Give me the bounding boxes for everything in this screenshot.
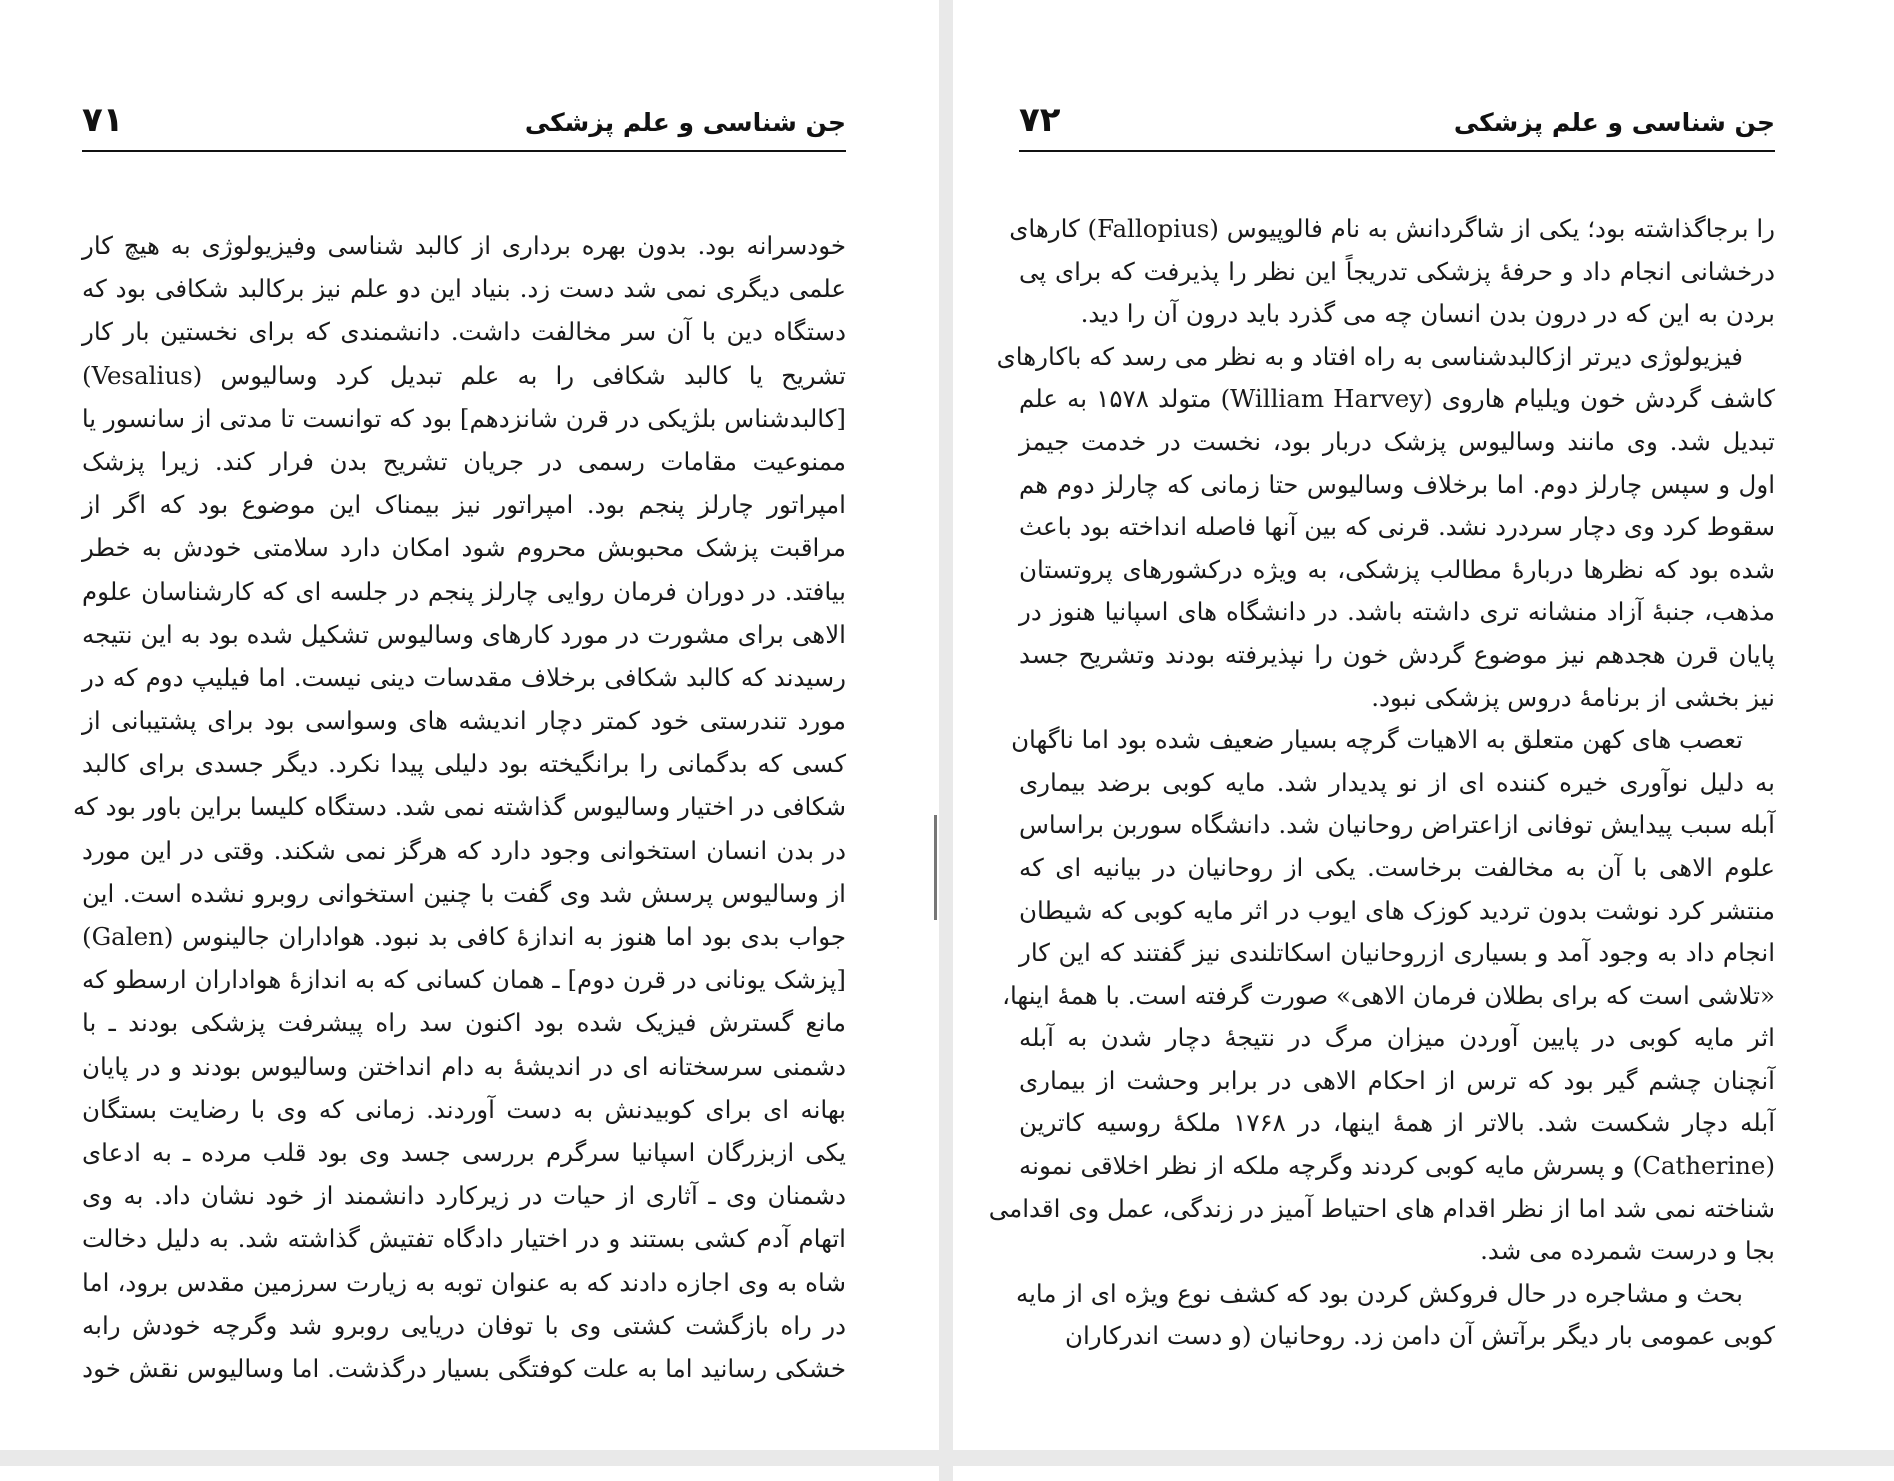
page-header	[82, 100, 846, 152]
text-line: به دلیل نوآوری خیره کننده ای از نو پدیدار شد. مایه کوبی برضد بیماری	[1019, 767, 1775, 797]
text-line: جواب بدی بود اما هنوز به اندازهٔ کافی بد نبود. هواداران جالینوس (Galen)	[82, 922, 846, 951]
text-line: را برجاگذاشته بود؛ یکی از شاگردانش به نام فالوپیوس (Fallopius) کارهای	[1009, 214, 1775, 243]
text-line: اتهام آدم کشی بستند و در اختیار دادگاه تفتیش گذاشته شد. به دلیل دخالت	[82, 1224, 846, 1254]
text-line: تعصب های کهن متعلق به الاهیات گرچه بسیار ضعیف شده بود اما ناگهان	[1011, 725, 1743, 755]
gutter-mark	[934, 815, 937, 920]
text-line: شاه به وی اجازه دادند که به عنوان توبه به زیارت سرزمین مقدس برود، اما	[82, 1267, 846, 1297]
body-text	[988, 208, 1776, 1358]
text-line: از وسالیوس پرسش شد وی گفت با چنین استخوانی روبرو نشده است. این	[82, 878, 846, 908]
text-line: [کالبدشناس بلژیکی در قرن شانزدهم] بود که توانست تا مدتی از سانسور یا	[81, 403, 846, 433]
text-line: شناخته نمی شد اما از نظر اقدام های احتیاط آمیز در زندگی، عمل وی اقدامی	[988, 1193, 1775, 1223]
text-line: بجا و درست شمرده می شد.	[1480, 1236, 1775, 1266]
text-line: مراقبت پزشک محبوبش محروم شود امکان دارد سلامتی خودش به خطر	[82, 533, 846, 563]
page-header	[1019, 100, 1775, 152]
text-line: فیزیولوژی دیرتر ازکالبدشناسی به راه افتاد و به نظر می رسد که باکارهای	[996, 341, 1743, 371]
text-line: تشریح یا کالبد شکافی را به علم تبدیل کرد وسالیوس (Vesalius)	[82, 360, 846, 390]
body-text	[73, 224, 846, 1390]
text-line: کاشف گردش خون ویلیام هاروی (William Harvey) متولد ۱۵۷۸ به علم	[1019, 384, 1775, 414]
next-page-edge	[0, 1466, 939, 1481]
text-line: کوبی عمومی بار دیگر برآتش آن دامن زد. روحانیان (و دست اندرکاران	[1064, 1321, 1775, 1351]
text-line: خشکی رسانید اما به علت کوفتگی بسیار درگذشت. اما وسالیوس نقش خود	[82, 1353, 846, 1383]
text-line: علوم الاهی با آن به مخالفت برخاست. یکی از روحانیان در بیانیه ای که	[1019, 852, 1775, 882]
text-line: الاهی برای مشورت در مورد کارهای وسالیوس تشکیل شده بود به این نتیجه	[82, 619, 846, 649]
text-line: کسی که بدگمانی را برانگیخته بود دلیلی پیدا نکرد. دیگر جسدی برای کالبد	[82, 749, 846, 779]
text-line: مورد تندرستی خود کمتر دچار اندیشه های وسواسی بود برای پشتیبانی از	[82, 706, 846, 736]
text-line: بحث و مشاجره در حال فروکش کردن بود که کشف نوع ویژه ای از مایه	[1015, 1278, 1743, 1308]
text-line: مانع گسترش فیزیک شده بود اکنون سد راه پیشرفت پزشکی بودند ـ با	[82, 1008, 846, 1038]
text-line: بهانه ای برای کوبیدنش به دست آوردند. زمانی که وی با رضایت بستگان	[82, 1094, 846, 1124]
text-line: [پزشک یونانی در قرن دوم] ـ همان کسانی که به اندازهٔ هواداران ارسطو که	[82, 965, 846, 995]
text-line: بردن به این که در درون بدن انسان چه می گذرد باید درون آن را دید.	[1080, 299, 1775, 329]
text-line: یکی ازبزرگان اسپانیا سرگرم بررسی جسد وی بود قلب مرده ـ به ادعای	[82, 1137, 846, 1167]
text-line: آبله سبب پیدایش توفانی ازاعتراض روحانیان شد. دانشگاه سوربن براساس	[1019, 810, 1775, 840]
text-line: امپراتور چارلز پنجم بود. امپراتور نیز بیمناک این موضوع بود که اگر از	[82, 490, 846, 520]
text-line: پایان قرن هجدهم نیز موضوع گردش خون را نپذیرفته بودند وتشریح جسد	[1019, 639, 1775, 669]
text-line: دشمنان وی ـ آثاری از حیات در زیرکارد دانشمند از خود نشان داد. به وی	[82, 1181, 846, 1211]
text-line: (Catherine) و پسرش مایه کوبی کردند وگرچه ملکه از نظر اخلاقی نمونه	[1019, 1151, 1775, 1181]
running-title: جن شناسی و علم پزشکی	[524, 108, 846, 137]
text-line: ممنوعیت مقامات رسمی در جریان تشریح بدن فرار کند. زیرا پزشک	[82, 446, 846, 476]
left-page	[0, 0, 939, 1450]
right-page	[953, 0, 1894, 1450]
text-line: سقوط کرد وی دچار سردرد نشد. قرنی که بین آنها فاصله انداخته بود باعث	[1019, 512, 1775, 542]
text-line: خودسرانه بود. بدون بهره برداری از کالبد شناسی وفیزیولوژی به هیچ کار	[82, 231, 846, 260]
text-line: در راه بازگشت کشتی وی با توفان دریایی روبرو شد وگرچه خودش رابه	[82, 1310, 846, 1340]
text-line: دشمنی سرسختانه ای در اندیشهٔ به دام انداختن وسالیوس بودند و در پایان	[82, 1051, 846, 1081]
text-line: منتشر کرد نوشت بدون تردید کوزک های ایوب در اثر مایه کوبی که شیطان	[1019, 895, 1775, 925]
text-line: آنچنان چشم گیر بود که ترس از احکام الاهی در برابر وحشت از بیماری	[1019, 1065, 1775, 1095]
text-line: شکافی در اختیار وسالیوس گذاشته نمی شد. دستگاه کلیسا براین باور بود که	[73, 792, 846, 822]
text-line: تبدیل شد. وی مانند وسالیوس پزشک دربار بود، نخست در خدمت جیمز	[1019, 426, 1775, 456]
text-line: انجام داد به وجود آمد و بسیاری ازروحانیان اسکاتلندی نیز گفتند که این کار	[1019, 938, 1775, 968]
running-title: جن شناسی و علم پزشکی	[1453, 108, 1775, 137]
text-line: دستگاه دین با آن سر مخالفت داشت. دانشمندی که برای نخستین بار کار	[82, 317, 846, 347]
text-line: اثر مایه کوبی در پایین آوردن میزان مرگ در نتیجهٔ دچار شدن به آبله	[1019, 1023, 1775, 1053]
text-line: درخشانی انجام داد و حرفهٔ پزشکی تدریجاً این نظر را پذیرفت که برای پی	[1019, 256, 1775, 286]
text-line: علمی دیگری نمی شد دست زد. بنیاد این دو علم نیز برکالبد شکافی بود که	[82, 274, 846, 304]
text-line: بیافتد. در دوران فرمان روایی چارلز پنجم در جلسه ای که کارشناسان علوم	[82, 576, 846, 606]
text-line: مذهب، جنبهٔ آزاد منشانه تری داشته باشد. در دانشگاه های اسپانیا هنوز در	[1019, 597, 1775, 627]
text-line: در بدن انسان استخوانی وجود دارد که هرگز نمی شکند. وقتی در این مورد	[82, 835, 846, 865]
text-line: «تلاشی است که برای بطلان فرمان الاهی» صورت گرفته است. با همهٔ اینها،	[1002, 980, 1775, 1010]
text-line: اول و سپس چارلز دوم. اما برخلاف وسالیوس حتا زمانی که چارلز دوم هم	[1019, 469, 1775, 499]
text-line: رسیدند که کالبد شکافی برخلاف مقدسات دینی نیست. اما فیلیپ دوم که در	[82, 662, 846, 692]
next-page-edge	[953, 1466, 1894, 1481]
page-number: ۷۲	[1019, 100, 1061, 140]
text-line: شده بود که نظرها دربارهٔ مطالب پزشکی، به ویژه درکشورهای پروتستان	[1019, 554, 1775, 584]
text-line: نیز بخشی از برنامهٔ دروس پزشکی نبود.	[1371, 682, 1775, 712]
text-line: آبله دچار شکست شد. بالاتر از همهٔ اینها، در ۱۷۶۸ ملکهٔ روسیه کاترین	[1019, 1108, 1776, 1138]
page-number: ۷۱	[82, 100, 124, 140]
